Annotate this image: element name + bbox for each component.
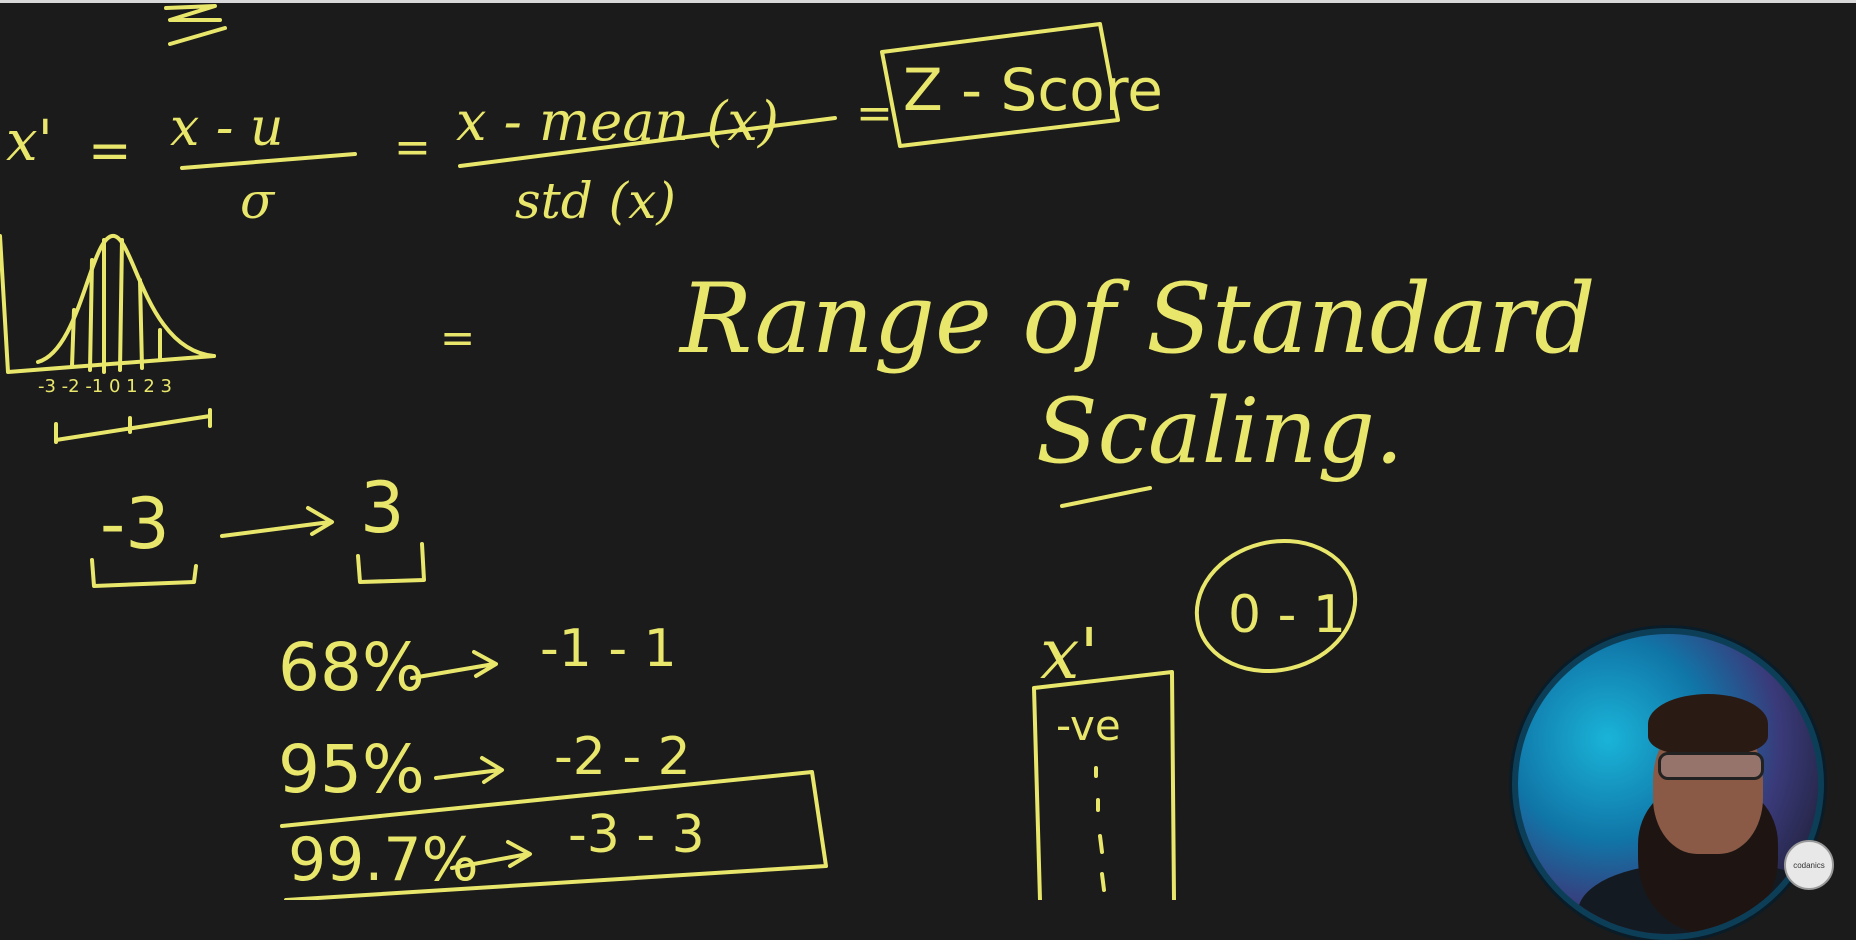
title-underline [1062,488,1150,506]
rule-95-range: -2 - 2 [554,727,691,787]
bell-sd-lines [72,240,160,372]
formula-eq3: = [856,88,893,139]
column-first-cell: -ve [1056,701,1121,750]
rule-68-pct: 68% [278,629,425,706]
column-header: x' [1040,613,1099,695]
column-dots [1096,768,1104,890]
webcam-person-hair [1648,694,1768,754]
title-line-1: Range of Standard [680,263,1596,375]
formula-frac1-numerator: x - u [170,98,284,158]
range-to: 3 [360,467,405,549]
bell-ticks: -3 -2 -1 0 1 2 3 [38,376,172,397]
formula-lhs: x' [6,109,53,174]
z-score-label: Z - Score [903,56,1163,124]
rule-68-range: -1 - 1 [540,619,677,679]
middle-equals: = [440,313,476,362]
range-arrow [222,508,332,536]
rule-95-pct: 95% [278,731,425,808]
heading-underline [170,28,225,44]
formula-eq2: = [394,122,431,173]
range-to-bracket [358,544,424,582]
title-line-2: Scaling. [1036,379,1404,484]
bell-axis [0,236,214,372]
formula-frac2-denominator: std (x) [515,172,676,230]
formula-frac2-numerator: x - mean (x) [456,90,779,153]
bell-curve [38,236,214,362]
formula-eq1: = [88,121,132,181]
channel-logo [1784,840,1834,890]
bell-curve-sketch [0,236,214,442]
heading-partial-z [166,6,220,20]
rule-997-range: -3 - 3 [568,805,705,865]
rule-95-arrow [436,758,502,782]
channel-logo-text: codanics [1793,860,1825,870]
bell-range-bracket [56,410,210,442]
circled-value: 0 - 1 [1228,585,1346,645]
range-from: -3 [100,483,170,565]
rule-997-pct: 99.7% [288,825,479,895]
webcam-person-glasses [1658,752,1764,780]
webcam-overlay [1512,628,1824,940]
formula-frac1-denominator: σ [240,172,275,230]
